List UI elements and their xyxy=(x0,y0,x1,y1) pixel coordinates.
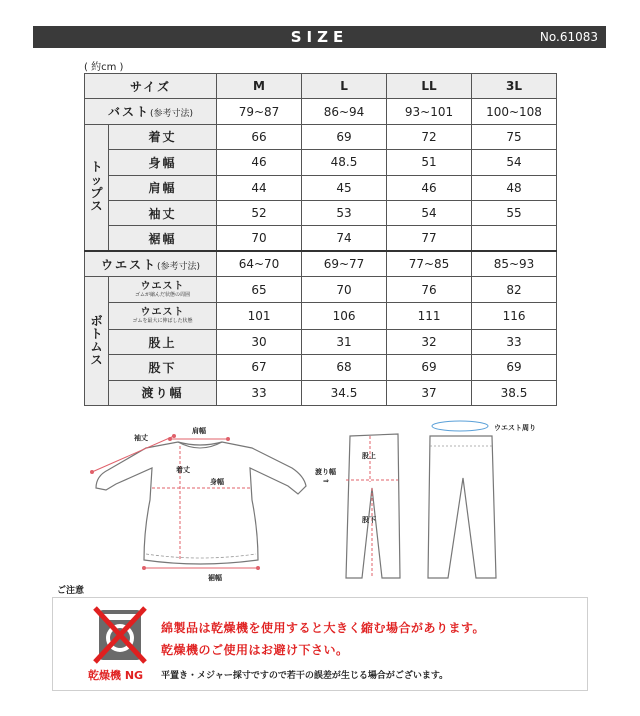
warning-line-1: 綿製品は乾燥機を使用すると大きく縮む場合があります。 xyxy=(161,621,486,635)
sub-label: ウエスト xyxy=(140,307,185,319)
cell-value: 46 xyxy=(217,150,302,175)
bust-value: 79~87 xyxy=(217,99,302,124)
rise-diagram-label: 股上 xyxy=(362,452,376,460)
sleeve-diagram-label: 袖丈 xyxy=(134,434,148,442)
bust-label: バスト xyxy=(107,105,150,120)
unit-label: ( 約cm ) xyxy=(84,62,124,73)
cell-value: 48.5 xyxy=(302,150,387,175)
cell-value: 33 xyxy=(217,380,302,405)
cell-value: 66 xyxy=(217,124,302,149)
size-title: SIZE xyxy=(290,28,349,46)
body-width-diagram-label: 身幅 xyxy=(210,478,224,486)
caution-box xyxy=(52,597,588,691)
table-row xyxy=(85,277,557,303)
dryer-ng-label: 乾燥機 NG xyxy=(88,669,144,682)
waist-label: ウエスト xyxy=(100,257,157,272)
cell-value: 46 xyxy=(387,175,472,200)
col-header: 3L xyxy=(472,74,557,99)
cell-value: 68 xyxy=(302,355,387,380)
sub-label-note: ゴムを最大に伸ばした状態 xyxy=(132,318,193,325)
table-row xyxy=(85,124,557,149)
table-row xyxy=(85,150,557,175)
tops-group-label: トップス xyxy=(85,124,109,251)
measure-dot xyxy=(90,470,94,474)
cell-value: 72 xyxy=(387,124,472,149)
cell-value: 106 xyxy=(302,303,387,329)
row-label: 着丈 xyxy=(109,124,217,149)
thigh-diagram-label: 渡り幅 xyxy=(315,468,336,476)
row-label xyxy=(109,277,217,303)
cell-value: 34.5 xyxy=(302,380,387,405)
cell-value: 53 xyxy=(302,200,387,225)
cell-value: 70 xyxy=(302,277,387,303)
col-header: L xyxy=(302,74,387,99)
cell-value xyxy=(472,226,557,251)
table-row xyxy=(85,355,557,380)
sub-label: ウエスト xyxy=(140,280,185,292)
cell-value: 69 xyxy=(387,355,472,380)
table-row xyxy=(85,303,557,329)
cell-value: 69 xyxy=(302,124,387,149)
bust-label-cell xyxy=(85,99,217,124)
waist-row xyxy=(85,251,557,276)
cell-value: 44 xyxy=(217,175,302,200)
table-row xyxy=(85,200,557,225)
inseam-diagram-label: 股下 xyxy=(362,516,376,524)
arrow-right-icon: ⇒ xyxy=(323,477,329,485)
corner-label: サイズ xyxy=(85,74,217,99)
cell-value: 37 xyxy=(387,380,472,405)
bust-value: 93~101 xyxy=(387,99,472,124)
caution-title: ご注意 xyxy=(57,586,85,596)
cell-value: 111 xyxy=(387,303,472,329)
waist-value: 85~93 xyxy=(472,251,557,276)
cell-value: 45 xyxy=(302,175,387,200)
cell-value: 32 xyxy=(387,329,472,354)
table-row xyxy=(85,175,557,200)
size-header xyxy=(33,26,606,48)
cell-value: 33 xyxy=(472,329,557,354)
cell-value: 82 xyxy=(472,277,557,303)
waist-value: 64~70 xyxy=(217,251,302,276)
row-label: 裾幅 xyxy=(109,226,217,251)
cell-value: 48 xyxy=(472,175,557,200)
cell-value: 75 xyxy=(472,124,557,149)
cell-value: 101 xyxy=(217,303,302,329)
hem-diagram-label: 裾幅 xyxy=(208,574,222,582)
bust-value: 100~108 xyxy=(472,99,557,124)
cell-value: 77 xyxy=(387,226,472,251)
cell-value: 52 xyxy=(217,200,302,225)
table-row xyxy=(85,380,557,405)
col-header: LL xyxy=(387,74,472,99)
cell-value: 116 xyxy=(472,303,557,329)
table-header-row xyxy=(85,74,557,99)
product-number: No.61083 xyxy=(539,30,598,44)
row-label: 股上 xyxy=(109,329,217,354)
waist-value: 69~77 xyxy=(302,251,387,276)
row-label: 身幅 xyxy=(109,150,217,175)
measure-dot xyxy=(226,437,230,441)
bottoms-group-label: ボトムス xyxy=(85,277,109,406)
cell-value: 31 xyxy=(302,329,387,354)
cell-value: 51 xyxy=(387,150,472,175)
warning-line-3: 平置き・メジャー採寸ですので若干の誤差が生じる場合がございます。 xyxy=(161,671,449,681)
cell-value: 54 xyxy=(387,200,472,225)
shoulder-diagram-label: 肩幅 xyxy=(192,427,206,435)
bust-note: (参考寸法) xyxy=(150,109,194,120)
table-row xyxy=(85,329,557,354)
cell-value: 69 xyxy=(472,355,557,380)
cell-value: 38.5 xyxy=(472,380,557,405)
size-table xyxy=(84,73,557,406)
bust-value: 86~94 xyxy=(302,99,387,124)
cell-value: 30 xyxy=(217,329,302,354)
measurement-diagram xyxy=(80,418,580,588)
waist-value: 77~85 xyxy=(387,251,472,276)
row-label: 渡り幅 xyxy=(109,380,217,405)
measure-dot xyxy=(168,437,172,441)
cell-value: 55 xyxy=(472,200,557,225)
cell-value: 54 xyxy=(472,150,557,175)
pants-front-illustration xyxy=(428,436,496,578)
waist-note: (参考寸法) xyxy=(157,261,201,272)
tunic-illustration xyxy=(96,442,306,564)
cell-value: 65 xyxy=(217,277,302,303)
measure-dot xyxy=(142,566,146,570)
waist-around-diagram-label: ウエスト周り xyxy=(494,424,536,432)
measure-dot xyxy=(256,566,260,570)
col-header: M xyxy=(217,74,302,99)
cell-value: 67 xyxy=(217,355,302,380)
waist-label-cell xyxy=(85,251,217,276)
bust-row xyxy=(85,99,557,124)
sub-label-note: ゴムが縮んだ状態の周囲 xyxy=(135,291,191,298)
cell-value: 74 xyxy=(302,226,387,251)
measure-dot xyxy=(172,434,176,438)
warning-line-2: 乾燥機のご使用はお避け下さい。 xyxy=(161,643,349,657)
table-row xyxy=(85,226,557,251)
cell-value: 76 xyxy=(387,277,472,303)
row-label: 股下 xyxy=(109,355,217,380)
length-diagram-label: 着丈 xyxy=(176,466,190,474)
cell-value: 70 xyxy=(217,226,302,251)
waist-ellipse xyxy=(432,421,488,431)
row-label: 肩幅 xyxy=(109,175,217,200)
row-label: 袖丈 xyxy=(109,200,217,225)
row-label xyxy=(109,303,217,329)
no-dryer-icon xyxy=(93,606,147,664)
